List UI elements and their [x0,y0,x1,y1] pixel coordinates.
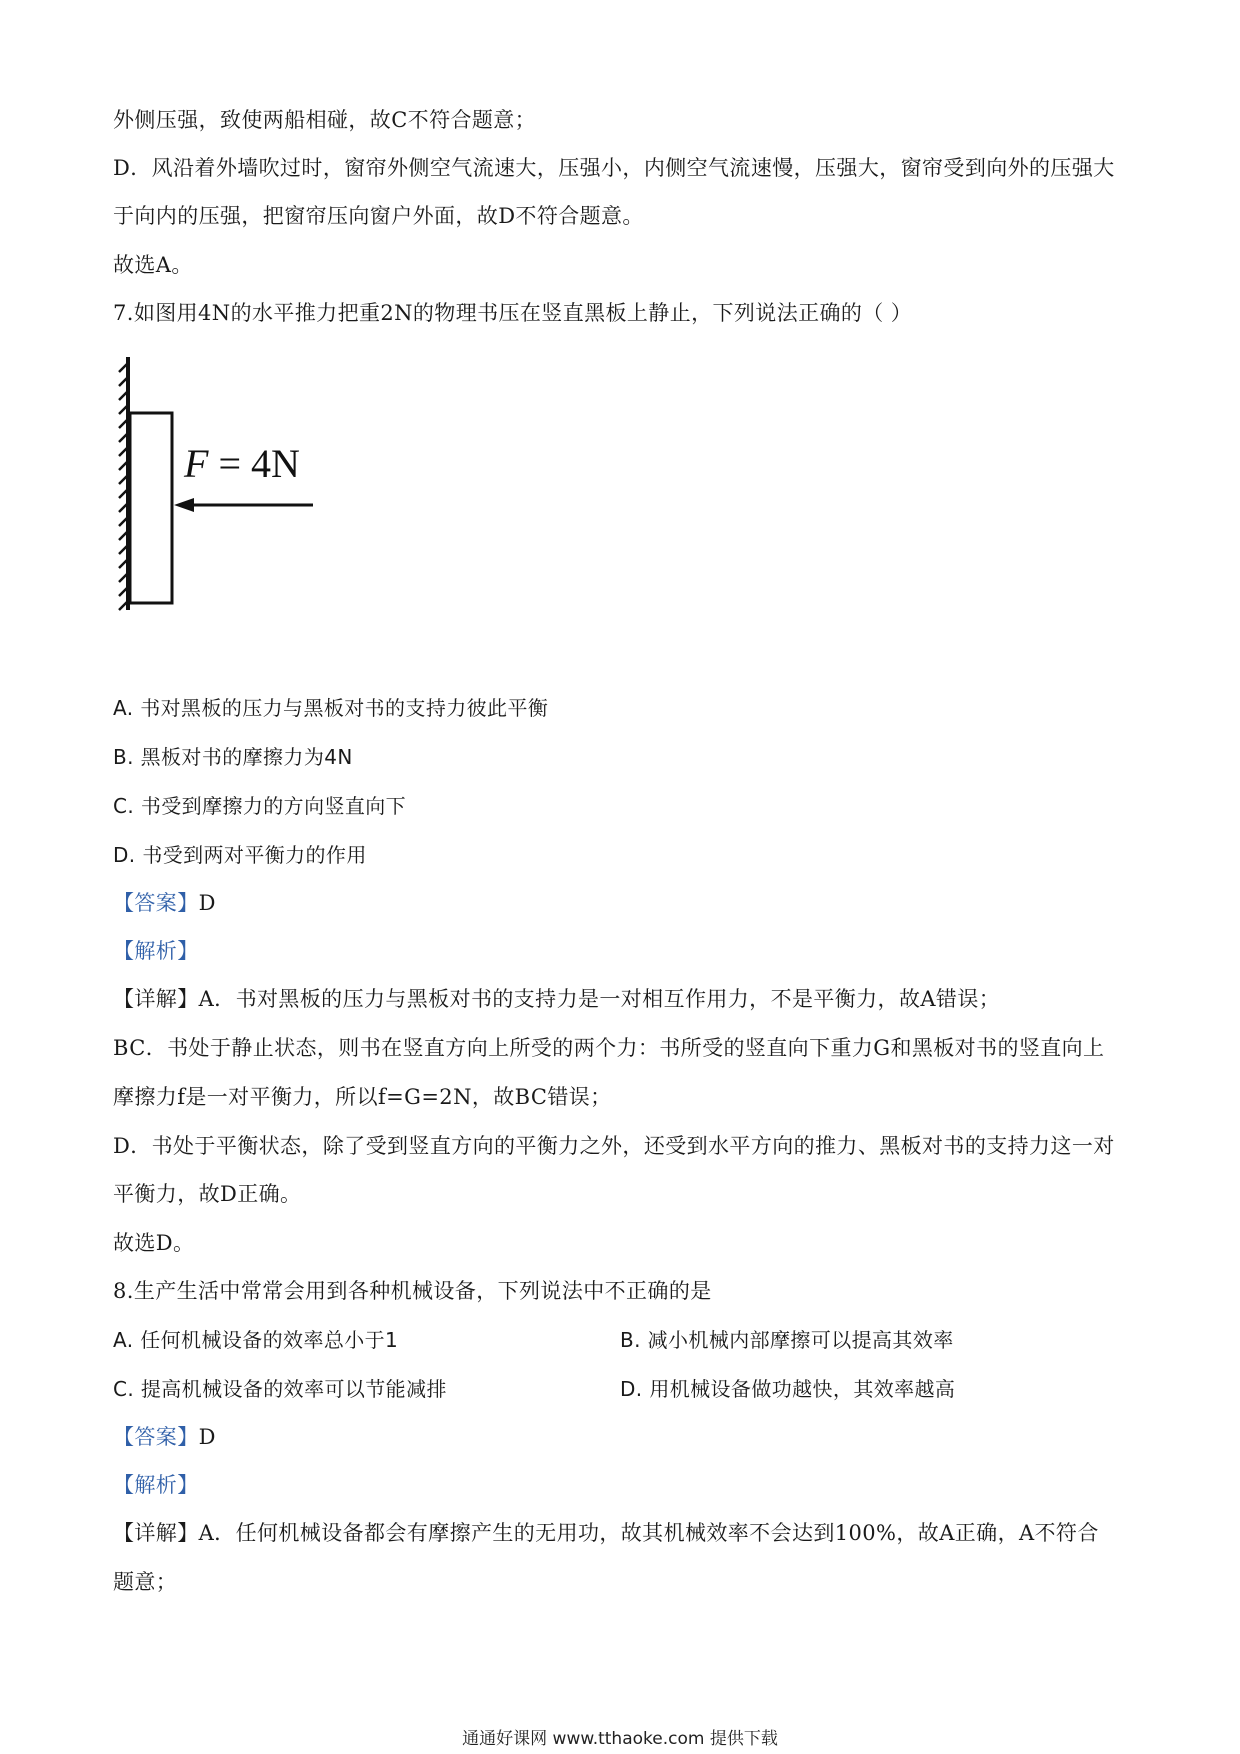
text-line: 故选A。 [113,253,193,277]
analysis-tag: 【解析】 [113,1473,199,1497]
book-wall-diagram [118,355,328,615]
q7-detail-line: 【详解】A．书对黑板的压力与黑板对书的支持力是一对相互作用力，不是平衡力，故A错误； [113,987,1001,1011]
q8-option-c: C. 提高机械设备的效率可以节能减排 [113,1377,447,1401]
q8-detail-line: 【详解】A．任何机械设备都会有摩擦产生的无用功，故其机械效率不会达到100%，故A正确，A不符合 [113,1521,1099,1545]
q7-option-a: A. 书对黑板的压力与黑板对书的支持力彼此平衡 [113,696,549,720]
page-footer: 通通好课网 www.tthaoke.com 提供下载 [462,1729,778,1749]
force-arrow-head [174,498,194,512]
answer-value: D [198,1425,216,1449]
question-7-stem: 7.如图用4N的水平推力把重2N的物理书压在竖直黑板上静止，下列说法正确的（ ） [113,301,913,325]
q7-option-b: B. 黑板对书的摩擦力为4N [113,745,353,769]
q7-detail-line: 平衡力，故D正确。 [113,1182,302,1206]
question-8-stem: 8.生产生活中常常会用到各种机械设备，下列说法中不正确的是 [113,1279,712,1303]
analysis-tag: 【解析】 [113,939,199,963]
q8-answer [113,1422,216,1452]
q8-option-b: B. 减小机械内部摩擦可以提高其效率 [620,1328,954,1352]
q7-detail-line: 故选D。 [113,1231,195,1255]
text-line: D．风沿着外墙吹过时，窗帘外侧空气流速大，压强小，内侧空气流速慢，压强大，窗帘受到向外的压强大 [113,156,1115,180]
q7-detail-line: D．书处于平衡状态，除了受到竖直方向的平衡力之外，还受到水平方向的推力、黑板对书的支持力这一对 [113,1134,1115,1158]
text-line: 于向内的压强，把窗帘压向窗户外面，故D不符合题意。 [113,204,644,228]
q8-analysis [113,1470,199,1500]
q8-option-d: D. 用机械设备做功越快，其效率越高 [620,1377,956,1401]
q7-option-c: C. 书受到摩擦力的方向竖直向下 [113,794,407,818]
answer-tag: 【答案】 [113,891,199,915]
answer-value: D [198,891,216,915]
q7-detail-line: BC．书处于静止状态，则书在竖直方向上所受的两个力：书所受的竖直向下重力G和黑板对书的竖直向上 [113,1036,1105,1060]
book-rect [130,413,172,603]
force-label: F = 4N [184,441,300,486]
q7-option-d: D. 书受到两对平衡力的作用 [113,843,367,867]
text-line: 外侧压强，致使两船相碰，故C不符合题意； [113,108,537,132]
answer-tag: 【答案】 [113,1425,199,1449]
q8-option-a: A. 任何机械设备的效率总小于1 [113,1328,399,1352]
q8-detail-line: 题意； [113,1570,178,1594]
q7-detail-line: 摩擦力f是一对平衡力，所以f=G=2N，故BC错误； [113,1085,612,1109]
q7-answer [113,888,216,918]
q7-analysis [113,936,199,966]
